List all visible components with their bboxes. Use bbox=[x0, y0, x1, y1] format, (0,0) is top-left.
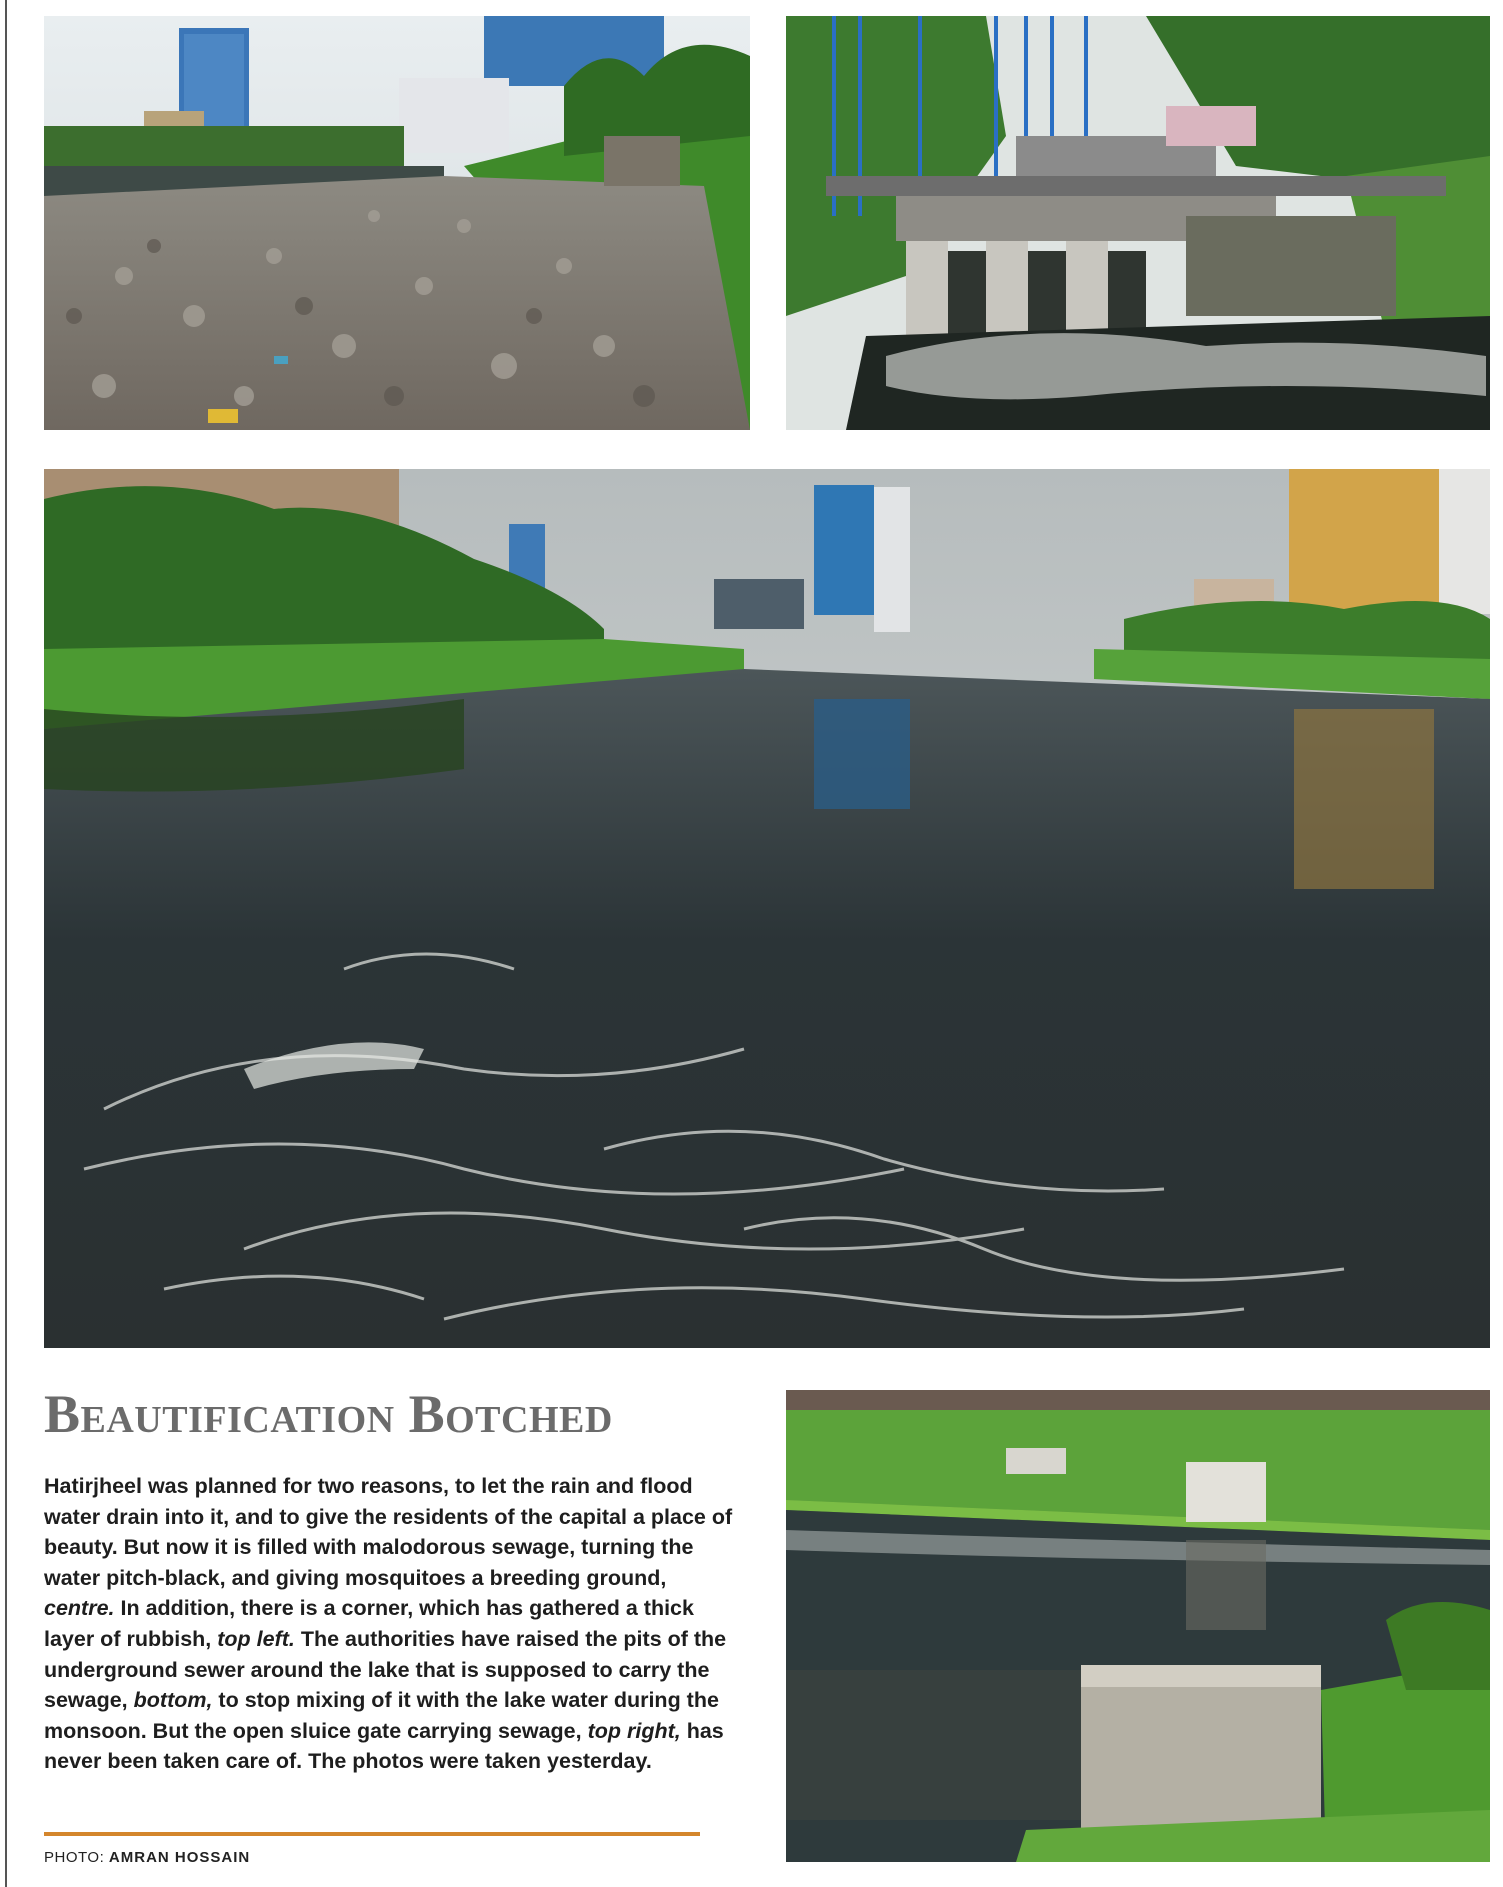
photo-sewer-pits bbox=[786, 1390, 1490, 1862]
accent-rule bbox=[44, 1832, 700, 1836]
article-body bbox=[44, 1471, 734, 1777]
photographer-name: AMRAN HOSSAIN bbox=[108, 1849, 251, 1866]
photo-black-lake bbox=[44, 469, 1490, 1348]
body-text-3: The authorities have raised the pits of the underground sewer around the lake that is supposed to carry the sewage, bbox=[44, 1626, 727, 1713]
photo-rubbish-corner bbox=[44, 16, 750, 430]
photo-ref-centre: centre. bbox=[44, 1596, 115, 1621]
body-text-1: Hatirjheel was planned for two reasons, to let the rain and flood water drain into it, and to give the residents of the capital a place of beauty. But now it is filled with malodorous sewage, turning the water pitch-black, and giving mosquitoes a breeding ground, bbox=[44, 1474, 733, 1590]
photo-sluice-gate bbox=[786, 16, 1490, 430]
body-text-4: to stop mixing of it with the lake water during the monsoon. But the open sluice gate carrying sewage, bbox=[44, 1688, 719, 1743]
headline: Beautification Botched bbox=[44, 1384, 613, 1444]
page-edge-rule bbox=[5, 0, 7, 1887]
photo-credit bbox=[44, 1849, 250, 1866]
photo-ref-bottom: bottom, bbox=[133, 1688, 213, 1713]
photo-ref-top-right: top right, bbox=[587, 1718, 681, 1743]
body-text-2: In addition, there is a corner, which has gathered a thick layer of rubbish, bbox=[44, 1596, 694, 1651]
photo-ref-top-left: top left. bbox=[217, 1626, 295, 1651]
photo-credit-label: PHOTO: bbox=[44, 1849, 109, 1866]
body-text-5: has never been taken care of. The photos were taken yesterday. bbox=[44, 1718, 724, 1774]
